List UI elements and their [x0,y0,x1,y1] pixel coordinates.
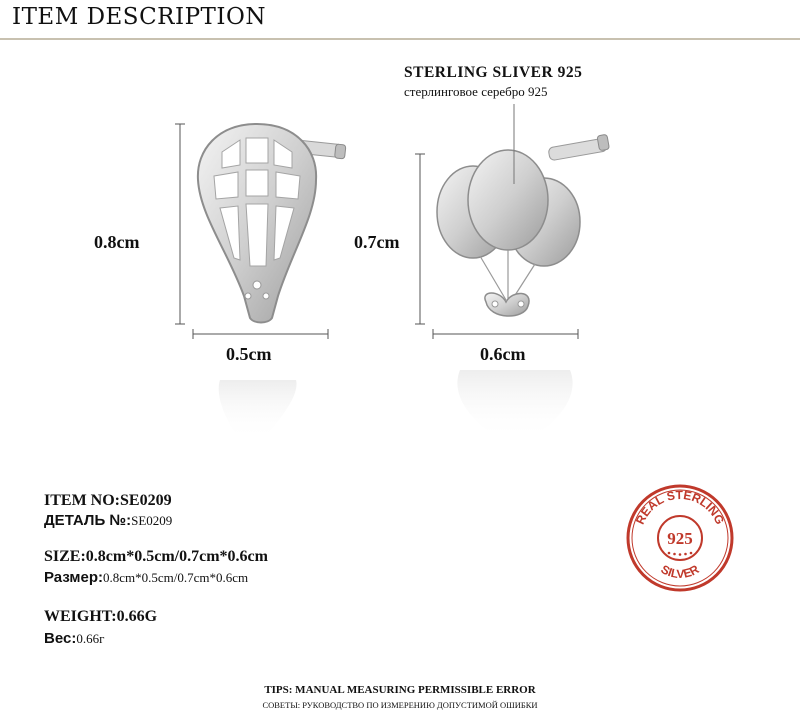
size-label: SIZE: [44,548,86,565]
item-number-ru-value: SE0209 [131,513,173,528]
size-value: 0.8cm*0.5cm/0.7cm*0.6cm [85,548,268,565]
balloon-cluster-earring-icon [437,134,609,316]
seal-center-text: 925 [667,529,693,548]
right-width-label: 0.6cm [480,344,526,364]
left-height-label: 0.8cm [94,232,140,252]
size-en [44,548,268,566]
weight-label: WEIGHT: [44,608,117,625]
tips-en: TIPS: MANUAL MEASURING PERMISSIBLE ERROR [264,684,536,696]
material-label-en: STERLING SLIVER 925 [404,64,583,81]
item-number-value: SE0209 [120,492,172,509]
weight-value: 0.66G [116,608,158,625]
reflection [457,370,572,440]
item-number-ru [44,512,172,530]
tips-ru: СОВЕТЫ: РУКОВОДСТВО ПО ИЗМЕРЕНИЮ ДОПУСТИМОЙ ОШИБКИ [262,700,538,710]
left-width-label: 0.5cm [226,344,272,364]
page-title: ITEM DESCRIPTION [12,4,266,30]
item-number-en [44,492,172,510]
item-number-ru-label: ДЕТАЛЬ №: [44,512,132,529]
right-height-label: 0.7cm [354,232,400,252]
weight-ru [44,630,104,648]
svg-text:REAL STERLING [633,488,727,527]
size-ru [44,569,248,587]
weight-en [44,608,157,626]
item-number-label: ITEM NO: [44,492,120,509]
seal-bottom-text: SILVER [658,562,702,582]
hot-air-balloon-earring-icon [198,124,346,323]
size-ru-label: Размер: [44,569,104,586]
material-label-ru: стерлинговое серебро 925 [404,84,548,99]
reflection [219,380,297,440]
weight-ru-value: 0.66г [76,631,105,646]
svg-text:SILVER [659,562,702,581]
seal-top-text: REAL STERLING [632,487,728,527]
weight-ru-label: Вес: [44,630,77,647]
size-ru-value: 0.8cm*0.5cm/0.7cm*0.6cm [103,570,249,585]
sterling-seal-icon [625,483,735,593]
